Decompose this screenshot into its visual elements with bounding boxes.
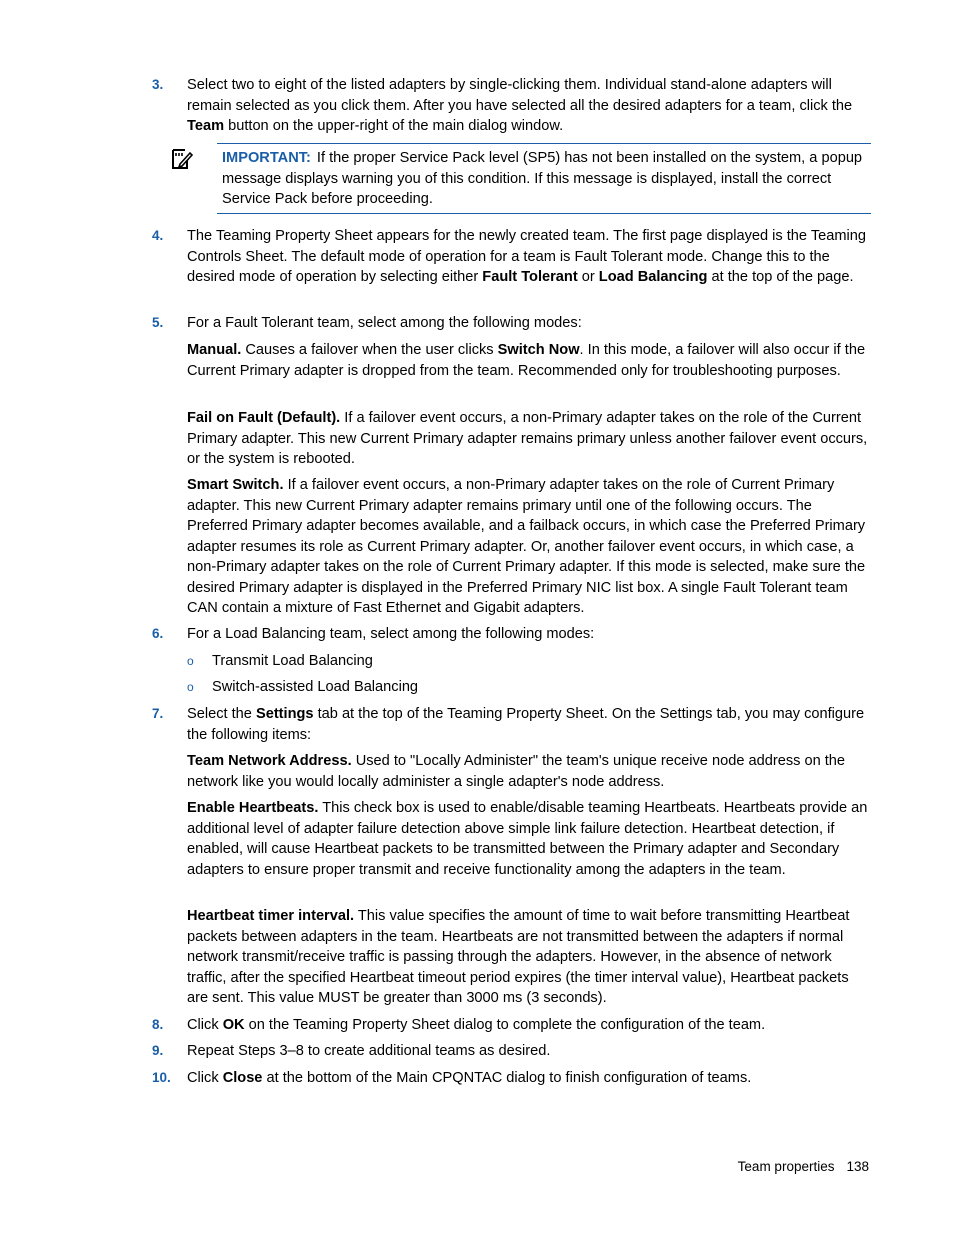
step-number: 10. (152, 1070, 171, 1085)
text-run: Click (187, 1017, 223, 1033)
list-item-text: Transmit Load Balancing (212, 653, 373, 669)
text-run: If a failover event occurs, a non-Primary adapter takes on the role of the Current Primary adapter. This new Current Primary adapter remains primary unless another failover event occurs, or the system is rebooted. (187, 410, 868, 467)
step-number: 6. (152, 626, 164, 641)
setting-team-network-address (187, 751, 872, 792)
bold-term: Team Network Address. (187, 753, 352, 769)
step-text (187, 226, 872, 288)
step-text (187, 704, 872, 745)
bold-term: Enable Heartbeats. (187, 800, 319, 816)
step-text (187, 313, 872, 334)
step-9 (152, 1041, 872, 1062)
step-number: 8. (152, 1017, 164, 1032)
text-run: This check box is used to enable/disable teaming Heartbeats. Heartbeats provide an additional level of adapter failure detection above simple link failure detection. Heartbeat detection, if enabled, will cause Heartbeat packets to be transmitted between the Primary adapter and Secondary adapters to ensure proper transmit and receive functionality among the adapters in the team. (187, 800, 868, 878)
step-number: 7. (152, 706, 164, 721)
bullet-marker: o (187, 654, 194, 668)
setting-enable-heartbeats (187, 798, 872, 880)
page-footer (738, 1157, 869, 1178)
mode-fail-on-fault (187, 408, 872, 470)
note-text: If the proper Service Pack level (SP5) has not been installed on the system, a popup message displays warning you of this condition. If this message is displayed, install the correct Service Pack before proceeding. (222, 150, 863, 207)
step-4 (152, 226, 872, 288)
text-run: For a Load Balancing team, select among the following modes: (187, 626, 595, 642)
bullet-marker: o (187, 680, 194, 694)
text-run: at the top of the page. (707, 269, 854, 285)
text-run: This value specifies the amount of time to wait before transmitting Heartbeat packets between adapters in the team. Heartbeats are not transmitted between the adapters if normal network transmit/receive traffic is passing through the adapters. However, in the absence of network traffic, after the specified Heartbeat timeout period expires (the timer interval value), Heartbeat packets are sent. This value MUST be greater than 3000 ms (3 seconds). (187, 908, 850, 1006)
bold-term: Heartbeat timer interval. (187, 908, 355, 924)
note-label: IMPORTANT: (222, 150, 311, 166)
step-number: 4. (152, 228, 164, 243)
text-run: Repeat Steps 3–8 to create additional teams as desired. (187, 1043, 551, 1059)
bold-term: Close (222, 1070, 263, 1086)
mode-manual (187, 340, 872, 381)
text-run: If a failover event occurs, a non-Primary adapter takes on the role of Current Primary adapter. This new Current Primary adapter remains primary until one of the following occurs. The Preferred Primary adapter becomes available, and a failback occurs, in which case the Preferred Primary adapter resumes its role as Current Primary adapter. Or, another failover event occurs, in which case, a non-Primary adapter takes on the role of Current Primary adapter. If this mode is selected, make sure the desired Primary adapter is displayed in the Preferred Primary NIC list box. A single Fault Tolerant team CAN contain a mixture of Fast Ethernet and Gigabit adapters. (187, 477, 866, 616)
text-run: Used to "Locally Administer" the team's unique receive node address on the network like you would locally administer a single adapter's node address. (187, 753, 846, 790)
step-number: 5. (152, 315, 164, 330)
step-3 (152, 75, 872, 137)
text-run: tab at the top of the Teaming Property Sheet. On the Settings tab, you may configure the following items: (187, 706, 865, 743)
text-run: at the bottom of the Main CPQNTAC dialog to finish configuration of teams. (262, 1070, 752, 1086)
footer-section-title: Team properties (737, 1159, 835, 1174)
text-run: on the Teaming Property Sheet dialog to complete the configuration of the team. (244, 1017, 766, 1033)
step-6 (152, 624, 872, 645)
bold-term: Team (187, 118, 225, 134)
bold-term: OK (222, 1017, 245, 1033)
mode-smart-switch (187, 475, 872, 619)
step-text (187, 624, 872, 645)
bold-term: Settings (255, 706, 314, 722)
text-run: . In this mode, a failover will also occur if the Current Primary adapter is dropped from the team. Recommended only for troubleshooting purposes. (187, 342, 866, 379)
bold-term: Smart Switch. (187, 477, 284, 493)
text-run: button on the upper-right of the main dialog window. (224, 118, 564, 134)
step-text (187, 75, 872, 137)
list-item-text: Switch-assisted Load Balancing (212, 679, 419, 695)
text-run: Select two to eight of the listed adapters by single-clicking them. Individual stand-alone adapters will remain selected as you click them. After you have selected all the desired adapters for a team, click the (187, 77, 853, 114)
step-8 (152, 1015, 872, 1036)
bold-term: Manual. (187, 342, 242, 358)
bold-term: Load Balancing (598, 269, 708, 285)
important-note (217, 143, 871, 214)
text-run: The Teaming Property Sheet appears for the newly created team. The first page displayed is the Teaming Controls Sheet. The default mode of operation for a team is Fault Tolerant mode. Change this to the desired mode of operation by selecting either (187, 228, 866, 285)
list-item (187, 651, 872, 672)
note-pencil-icon (170, 147, 194, 171)
step-text (187, 1068, 872, 1089)
setting-heartbeat-timer-interval (187, 906, 872, 1009)
text-run: Causes a failover when the user clicks (241, 342, 498, 358)
bold-term: Fault Tolerant (482, 269, 578, 285)
page-number: 138 (846, 1159, 869, 1174)
step-7 (152, 704, 872, 745)
step-text (187, 1015, 872, 1036)
bold-term: Fail on Fault (Default). (187, 410, 341, 426)
list-item (187, 677, 872, 698)
step-text (187, 1041, 872, 1062)
step-10 (152, 1068, 872, 1089)
text-run: or (577, 269, 599, 285)
bold-term: Switch Now (497, 342, 580, 358)
step-5 (152, 313, 872, 334)
text-run: For a Fault Tolerant team, select among the following modes: (187, 315, 582, 331)
text-run: Select the (187, 706, 256, 722)
step-number: 3. (152, 77, 164, 92)
step-number: 9. (152, 1043, 164, 1058)
text-run: Click (187, 1070, 223, 1086)
